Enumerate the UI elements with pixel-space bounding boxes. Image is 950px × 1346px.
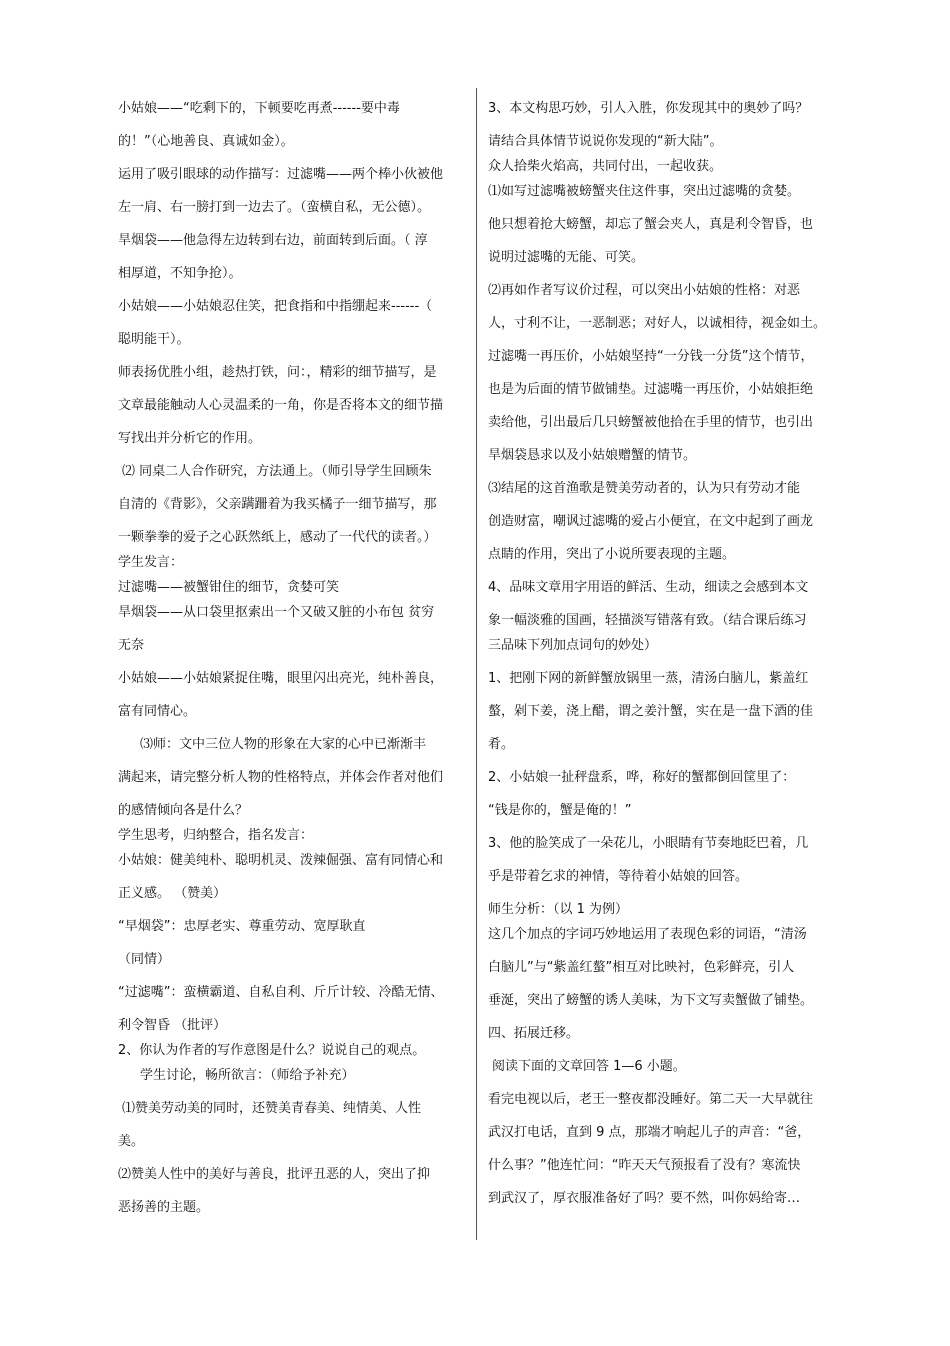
text-line: 学生思考，归纳整合，指名发言： bbox=[118, 828, 314, 843]
text-line: 恶扬善的主题。 bbox=[118, 1200, 210, 1215]
right-column bbox=[488, 100, 840, 1223]
text-line: “过滤嘴”：蛮横霸道、自私自利、斤斤计较、冷酷无情、 bbox=[118, 985, 444, 1000]
text-line: 一颗拳拳的爱子之心跃然纸上，感动了一代代的读者。） bbox=[118, 530, 437, 545]
text-line: ⑶师：文中三位人物的形象在大家的心中已渐渐丰 bbox=[140, 737, 427, 752]
text-line: ⑵再如作者写议价过程，可以突出小姑娘的性格：对恶 bbox=[488, 283, 801, 298]
text-line: 的！”（心地善良、真诚如金）。 bbox=[118, 134, 294, 149]
text-line: “钱是你的，蟹是俺的！” bbox=[488, 803, 632, 818]
text-line: 富有同情心。 bbox=[118, 704, 197, 719]
text-line: 白脑儿”与“紫盖红螯”相互对比映衬，色彩鲜亮，引人 bbox=[488, 960, 795, 975]
text-line: 螯，剁下姜，浇上醋，谓之姜汁蟹，实在是一盘下酒的佳 bbox=[488, 704, 814, 719]
text-line: 人，寸利不让，一恶制恶；对好人，以诚相待，视金如土。 bbox=[488, 316, 827, 331]
text-line: 垂涎，突出了螃蟹的诱人美味，为下文写卖蟹做了铺垫。 bbox=[488, 993, 814, 1008]
text-line: 点睛的作用，突出了小说所要表现的主题。 bbox=[488, 547, 736, 562]
text-line: ⑵ 同桌二人合作研究，方法通上。（师引导学生回顾朱 bbox=[122, 464, 432, 479]
text-line: 什么事？”他连忙问：“昨天天气预报看了没有？寒流快 bbox=[488, 1158, 801, 1173]
column-divider bbox=[476, 88, 477, 1240]
text-line: 学生讨论，畅所欲言：（师给予补充） bbox=[140, 1068, 355, 1083]
text-line: ⑴如写过滤嘴被螃蟹夹住这件事，突出过滤嘴的贪婪。 bbox=[488, 184, 801, 199]
text-line: 说明过滤嘴的无能、可笑。 bbox=[488, 250, 645, 265]
text-line: 看完电视以后，老王一整夜都没睡好。第二天一大早就往 bbox=[488, 1092, 814, 1107]
left-column bbox=[118, 100, 470, 1232]
text-line: 满起来，请完整分析人物的性格特点，并体会作者对他们 bbox=[118, 770, 444, 785]
text-line: 武汉打电话，直到 9 点，那端才响起儿子的声音：“爸， bbox=[488, 1125, 811, 1140]
text-line: 旱烟袋恳求以及小姑娘赠蟹的情节。 bbox=[488, 448, 697, 463]
text-line: 无奈 bbox=[118, 638, 145, 653]
text-line: 聪明能干）。 bbox=[118, 332, 190, 347]
text-line: ⑶结尾的这首渔歌是赞美劳动者的，认为只有劳动才能 bbox=[488, 481, 801, 496]
text-line: 2、小姑娘一扯秤盘系，哗，称好的蟹都倒回筐里了： bbox=[488, 770, 796, 785]
text-line: 写找出并分析它的作用。 bbox=[118, 431, 262, 446]
text-line: 三品味下列加点词句的妙处） bbox=[488, 638, 658, 653]
text-line: 他只想着抢大螃蟹，却忘了蟹会夹人，真是利令智昏，也 bbox=[488, 217, 814, 232]
text-line: 也是为后面的情节做铺垫。过滤嘴一再压价，小姑娘拒绝 bbox=[488, 382, 814, 397]
text-line: 小姑娘——“吃剩下的，下顿要吃再煮------要中毒 bbox=[118, 101, 400, 116]
text-line: 的感情倾向各是什么？ bbox=[118, 803, 249, 818]
text-line: 2、你认为作者的写作意图是什么？说说自己的观点。 bbox=[118, 1043, 426, 1058]
text-line: 利令智昏 （批评） bbox=[118, 1018, 227, 1033]
text-line: 到武汉了，厚衣服准备好了吗？要不然，叫你妈给寄… bbox=[488, 1191, 801, 1206]
text-line: 小姑娘——小姑娘紧捉住嘴，眼里闪出亮光，纯朴善良， bbox=[118, 671, 444, 686]
text-line: 象一幅淡雅的国画，轻描淡写错落有致。（结合课后练习 bbox=[488, 613, 807, 628]
text-line: 过滤嘴——被蟹钳住的细节，贪婪可笑 bbox=[118, 580, 340, 595]
text-line: 左一肩、右一膀打到一边去了。（蛮横自私，无公德）。 bbox=[118, 200, 431, 215]
text-line: 过滤嘴一再压价，小姑娘坚持“一分钱一分货”这个情节， bbox=[488, 349, 814, 364]
text-line: 旱烟袋——从口袋里抠索出一个又破又脏的小布包 贫穷 bbox=[118, 605, 435, 620]
text-line: ⑵赞美人性中的美好与善良，批评丑恶的人，突出了抑 bbox=[118, 1167, 431, 1182]
text-line: 1、把刚下网的新鲜蟹放锅里一蒸，清汤白脑儿，紫盖红 bbox=[488, 671, 809, 686]
text-line: 乎是带着乞求的神情，等待着小姑娘的回答。 bbox=[488, 869, 749, 884]
text-line: 小姑娘：健美纯朴、聪明机灵、泼辣倔强、富有同情心和 bbox=[118, 853, 444, 868]
text-line: 3、本文构思巧妙，引人入胜，你发现其中的奥妙了吗？ bbox=[488, 101, 809, 116]
text-line: 众人拾柴火焰高，共同付出，一起收获。 bbox=[488, 159, 723, 174]
text-line: 师生分析：（以 1 为例） bbox=[488, 902, 629, 917]
text-line: “早烟袋”：忠厚老实、尊重劳动、宽厚耿直 bbox=[118, 919, 366, 934]
text-line: ⑴赞美劳动美的同时，还赞美青春美、纯情美、人性 bbox=[122, 1101, 422, 1116]
text-line: 师表扬优胜小组，趁热打铁，问：，精彩的细节描写，是 bbox=[118, 365, 437, 380]
text-line: 运用了吸引眼球的动作描写：过滤嘴——两个棒小伙被他 bbox=[118, 167, 444, 182]
text-line: 小姑娘——小姑娘忍住笑，把食指和中指绷起来------（ bbox=[118, 299, 433, 314]
text-line: 请结合具体情节说说你发现的“新大陆”。 bbox=[488, 134, 723, 149]
text-line: 卖给他，引出最后几只螃蟹被他拾在手里的情节，也引出 bbox=[488, 415, 814, 430]
text-line: 自清的《背影》，父亲蹒跚着为我买橘子一细节描写，那 bbox=[118, 497, 437, 512]
text-line: （同情） bbox=[118, 952, 171, 967]
text-line: 创造财富，嘲讽过滤嘴的爱占小便宜，在文中起到了画龙 bbox=[488, 514, 814, 529]
text-line: 相厚道，不知争抢）。 bbox=[118, 266, 242, 281]
text-line: 美。 bbox=[118, 1134, 145, 1149]
text-line: 这几个加点的字词巧妙地运用了表现色彩的词语，“清汤 bbox=[488, 927, 807, 942]
text-line: 3、他的脸笑成了一朵花儿，小眼睛有节奏地眨巴着，几 bbox=[488, 836, 809, 851]
text-line: 旱烟袋——他急得左边转到右边，前面转到后面。（ 淳 bbox=[118, 233, 428, 248]
text-line: 学生发言： bbox=[118, 555, 184, 570]
text-line: 四、拓展迁移。 bbox=[488, 1026, 580, 1041]
text-line: 肴。 bbox=[488, 737, 515, 752]
text-line: 正义感。 （赞美） bbox=[118, 886, 227, 901]
text-line: 4、品味文章用字用语的鲜活、生动，细读之会感到本文 bbox=[488, 580, 809, 595]
text-line: 阅读下面的文章回答 1—6 小题。 bbox=[492, 1059, 686, 1074]
text-line: 文章最能触动人心灵温柔的一角，你是否将本文的细节描 bbox=[118, 398, 444, 413]
